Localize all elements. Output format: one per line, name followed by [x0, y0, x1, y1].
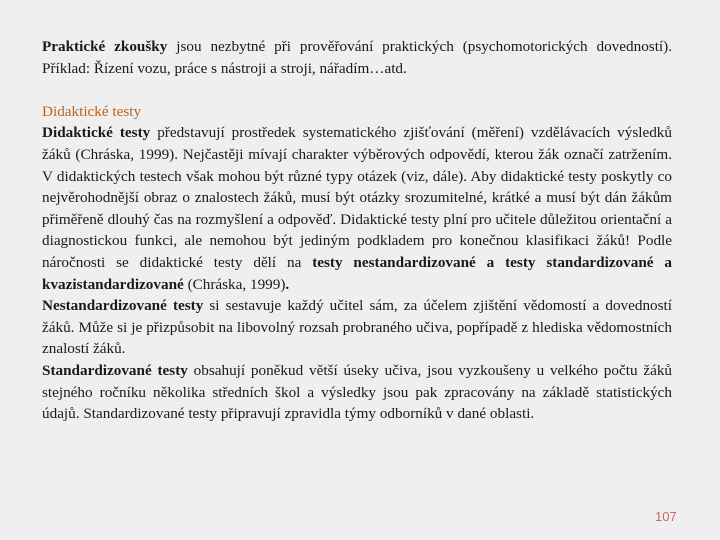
- period: .: [285, 275, 290, 293]
- spacer: [42, 79, 672, 101]
- slide-body: [42, 36, 672, 425]
- section-heading: Didaktické testy: [42, 102, 142, 120]
- standardized-tests-text: obsahují poněkud větší úseky učiva, jsou vyzkoušeny u velkého počtu žáků stejného ročníku několika středních škol a výsledky jsou pak zpracovány na základě statistických údajů. Standardizované testy připravují zpravidla týmy odborníků v dané oblasti.: [42, 361, 673, 423]
- term-practical-exams: Praktické zkoušky: [42, 38, 168, 55]
- term-nonstandardized-tests: Nestandardizované testy: [42, 297, 204, 315]
- term-standardized-tests: Standardizované testy: [42, 361, 188, 379]
- test-categories: testy nestandardizované a testy standardizované a kvazistandardizované: [42, 253, 672, 293]
- paragraph-nonstandardized-tests: [42, 295, 672, 360]
- term-didactic-tests: Didaktické testy: [42, 124, 151, 142]
- paragraph-practical-exams: [42, 36, 672, 79]
- page-number: 107: [655, 509, 677, 524]
- citation: (Chráska, 1999): [183, 275, 286, 293]
- didactic-tests-text: představují prostředek systematického zjišťování (měření) vzdělávacích výsledků žáků (Chráska, 1999). Nejčastěji mívají charakter výběrových odpovědí, kterou žák označí zatržením. V didaktických testech však mohou být různé typy otázek (viz, dále). Aby didaktické testy poskytly co nejvěrohodnější obraz o znalostech žáků, musí být otázky srozumitelné, krátké a musí být dán žákům přiměřeně dlouhý čas na rozmyšlení a odpověď. Didaktické testy plní pro učitele důležitou orientační a diagnostickou funkci, ale nemohou být jediným podkladem pro konečnou klasifikaci žáků! Podle náročnosti se didaktické testy dělí na: [42, 124, 672, 271]
- nonstandardized-tests-text: si sestavuje každý učitel sám, za účelem zjištění vědomostí a dovedností žáků. Může si je přizpůsobit na libovolný rozsah probraného učiva, popřípadě z hlediska vědomostních znalostí žáků.: [42, 297, 672, 358]
- paragraph-standardized-tests: [42, 360, 672, 425]
- paragraph-didactic-tests: [42, 122, 672, 295]
- practical-exams-text: jsou nezbytné při prověřování praktických (psychomotorických dovedností). Příklad: Řízení vozu, práce s nástroji a stroji, nářadím…atd.: [42, 38, 672, 77]
